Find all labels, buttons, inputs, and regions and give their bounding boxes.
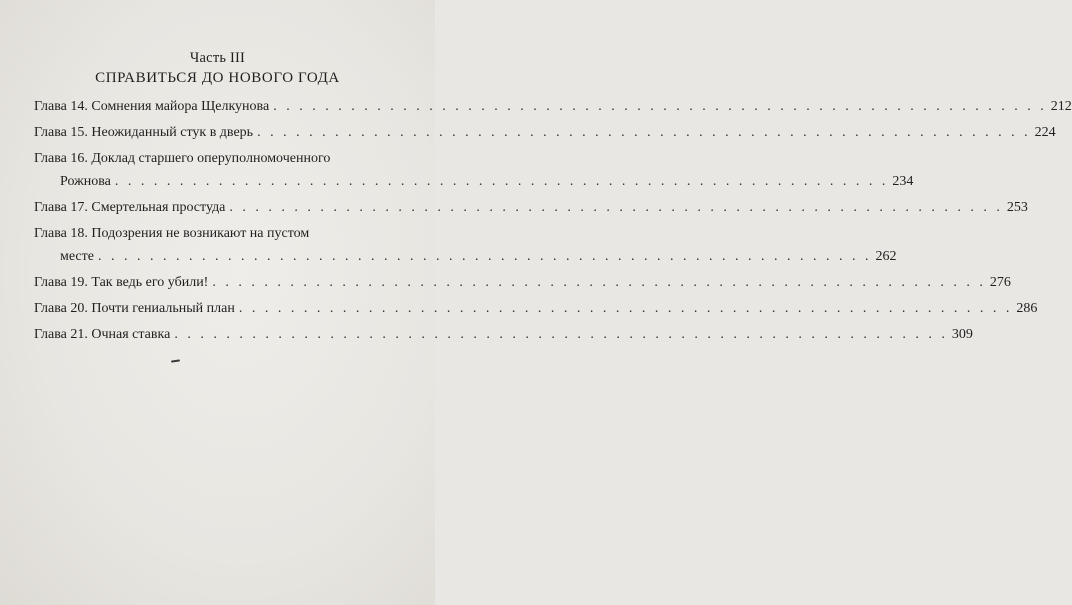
toc-entry: [34, 147, 914, 193]
toc-dot-leader: . . . . . . . . . . . . . . . . . . . . . . . . . . . . . . . . . . . . . . . . . . . . . . . . . . . . . . . . . . . .: [212, 275, 986, 290]
toc-entry: [34, 323, 973, 346]
toc-entry-title: Глава 17. Смертельная простуда: [34, 200, 226, 215]
toc-entry-title: Глава 15. Неожиданный стук в дверь: [34, 125, 254, 140]
toc-entry: [34, 271, 1011, 294]
toc-entry: [34, 196, 1028, 219]
toc-entry-title: Глава 16. Доклад старшего оперуполномоченного: [34, 151, 331, 166]
toc-dot-leader: . . . . . . . . . . . . . . . . . . . . . . . . . . . . . . . . . . . . . . . . . . . . . . . . . . . . . . . . . . . .: [174, 327, 948, 342]
toc-entry-title: Глава 18. Подозрения не возникают на пустом: [34, 226, 310, 241]
toc-dot-leader: . . . . . . . . . . . . . . . . . . . . . . . . . . . . . . . . . . . . . . . . . . . . . . . . . . . . . . . . . . . .: [257, 125, 1031, 140]
toc-page-number: 234: [892, 174, 914, 189]
toc-dot-leader: . . . . . . . . . . . . . . . . . . . . . . . . . . . . . . . . . . . . . . . . . . . . . . . . . . . . . . . . . . . .: [273, 99, 1047, 114]
toc-page-number: 253: [1006, 200, 1028, 215]
toc-page-number: 224: [1034, 125, 1056, 140]
toc-page-number: 262: [875, 249, 897, 264]
part-label: Часть III: [189, 50, 246, 66]
table-of-contents: [34, 95, 1072, 349]
toc-entry-title-continued: Рожнова: [60, 174, 111, 189]
toc-entry: [34, 121, 1056, 144]
part-title: СПРАВИТЬСЯ ДО НОВОГО ГОДА: [95, 70, 340, 86]
toc-dot-leader: . . . . . . . . . . . . . . . . . . . . . . . . . . . . . . . . . . . . . . . . . . . . . . . . . . . . . . . . . . . .: [114, 174, 889, 189]
toc-page-number: 276: [989, 275, 1011, 290]
toc-entry: [34, 222, 897, 268]
toc-dot-leader: . . . . . . . . . . . . . . . . . . . . . . . . . . . . . . . . . . . . . . . . . . . . . . . . . . . . . . . . . . . .: [238, 301, 1013, 316]
toc-entry-title: Глава 20. Почти гениальный план: [34, 301, 235, 316]
toc-page-number: 309: [951, 327, 973, 342]
toc-entry-title: Глава 14. Сомнения майора Щелкунова: [34, 99, 270, 114]
toc-entry: [34, 297, 1038, 320]
toc-page-number: 286: [1016, 301, 1038, 316]
ink-mark: [171, 359, 180, 362]
toc-entry: [34, 95, 1072, 118]
toc-page-number: 212: [1050, 99, 1072, 114]
toc-dot-leader: . . . . . . . . . . . . . . . . . . . . . . . . . . . . . . . . . . . . . . . . . . . . . . . . . . . . . . . . . . . .: [229, 200, 1003, 215]
toc-entry-title-continued: месте: [60, 249, 94, 264]
toc-entry-title: Глава 19. Так ведь его убили!: [34, 275, 209, 290]
toc-entry-title: Глава 21. Очная ставка: [34, 327, 171, 342]
toc-dot-leader: . . . . . . . . . . . . . . . . . . . . . . . . . . . . . . . . . . . . . . . . . . . . . . . . . . . . . . . . . . . .: [97, 249, 872, 264]
